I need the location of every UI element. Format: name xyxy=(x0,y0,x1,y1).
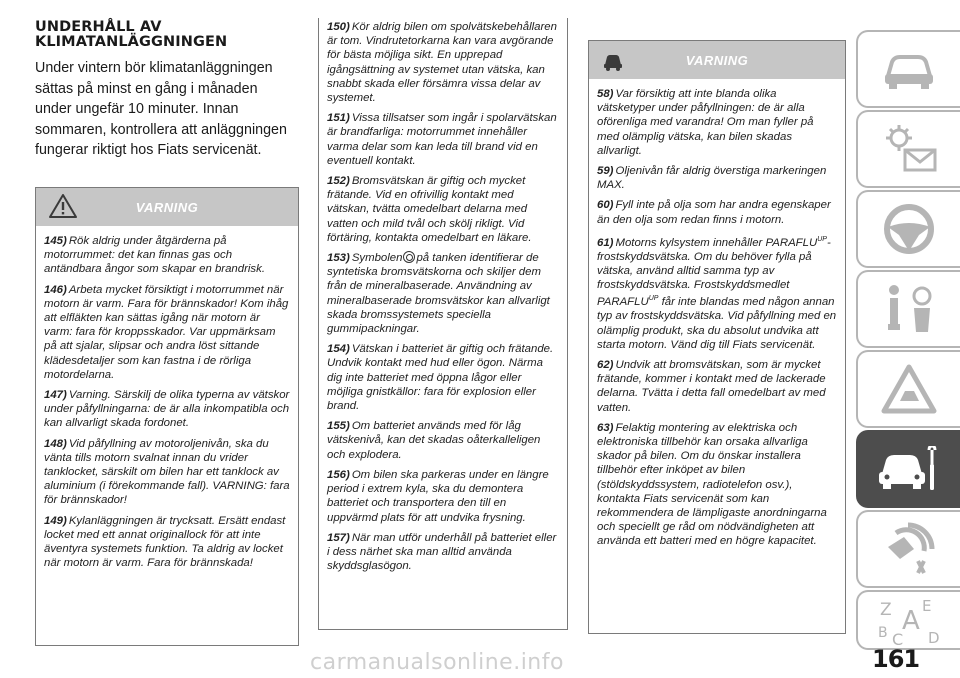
warning-text: Oljenivån får aldrig överstiga markeringen MAX. xyxy=(597,165,827,192)
warning-item xyxy=(597,358,837,415)
warning-number: 150) xyxy=(327,21,350,33)
warning-item xyxy=(44,514,290,571)
svg-text:Z: Z xyxy=(880,600,892,620)
warning-text: Arbeta mycket försiktigt i motorrummet när motorn är varm. Fara för brännskador! Kom ihåg att elfläkten kan sättas igång när motorn är varm: fara för kroppsskador. Var uppmärksam på att sjalar, slipsar och andra löst sittande klädesdetaljer som kan fastna i de rörliga motordelarna. xyxy=(44,283,289,381)
warning-text: Kylanläggningen är trycksatt. Ersätt endast locket med ett annat originallock för att inte äventyra systemets funktion. Ta aldrig av locket när motorn är varm. Fara för brännskada! xyxy=(44,514,286,570)
warning-lights-icon xyxy=(877,122,941,176)
warning-text: Vid påfyllning av motoroljenivån, ska du vänta tills motorn svalnat innan du vrider tanklocket, särskilt om bilen har ett tanklock av aluminium (i förekommande fall). VARNING: fara för brännskador! xyxy=(44,437,290,507)
warning-item xyxy=(44,388,290,431)
warning-number: 157) xyxy=(327,531,350,544)
warning-text: Varning. Särskilj de olika typerna av vätskor under påfyllningarna: de är alla inkompatibla och kan allvarligt skada fordonet. xyxy=(44,389,290,430)
emergency-triangle-icon xyxy=(878,361,940,417)
warning-number: 61) xyxy=(597,236,614,249)
warning-box-middle xyxy=(318,18,568,630)
warning-text: Symbolen xyxy=(351,252,403,265)
section-title xyxy=(35,20,297,50)
warning-item xyxy=(327,468,559,525)
warning-text: Bromsvätskan är giftig och mycket frätande. Vid en ofrivillig kontakt med vätskan, tvätta omedelbart delarna med vatten och mild tvål och skölj rikligt. Vid förtäring, kontakta omedelbart en läkare. xyxy=(327,175,532,244)
warning-text: Felaktig montering av elektriska och elektroniska tillbehör kan orsaka allvarliga skador på bilen. Om du önskar installera tillbehör efter inköpet av bilen (stöldskyddssystem, radiotelefon osv.), kontakta Fiats servicenät som kan rekommendera de lämpligaste anordningarna och speciellt ge råd om nödvändigheten att använda ett batteri med en högre kapacitet. xyxy=(597,421,827,548)
tab-car-maintenance[interactable] xyxy=(856,430,960,508)
svg-text:B: B xyxy=(878,625,888,641)
warning-item xyxy=(327,419,559,462)
tab-car-dashboard[interactable] xyxy=(856,30,960,108)
warning-box-right xyxy=(588,40,846,634)
warning-number: 156) xyxy=(327,468,350,481)
middle-column xyxy=(318,18,568,630)
svg-text:C: C xyxy=(892,630,904,647)
tab-technical-data[interactable] xyxy=(856,510,960,588)
watermark: carmanualsonline.info xyxy=(310,650,564,675)
superscript: UP xyxy=(648,295,659,303)
svg-text:E: E xyxy=(922,597,932,615)
alphabetical-index-icon xyxy=(874,593,944,647)
steering-wheel-icon xyxy=(879,201,939,257)
warning-item xyxy=(597,233,837,352)
warning-number: 59) xyxy=(597,165,614,178)
warning-number: 58) xyxy=(597,88,614,100)
seatbelt-airbag-icon xyxy=(878,280,940,338)
warning-item xyxy=(327,251,559,336)
intro-paragraph: Under vintern bör klimatanläggningen sättas på minst en gång i månaden under ungefär 10 minuter. Innan sommaren, kontrollera att anläggningen fungerar riktigt hos Fiats servicenät. xyxy=(35,60,287,159)
warning-number: 62) xyxy=(597,359,614,372)
warning-header-right xyxy=(589,41,845,79)
section-title-line2: KLIMATANLÄGGNINGEN xyxy=(35,34,228,50)
warning-number: 152) xyxy=(327,175,350,188)
warning-number: 148) xyxy=(44,437,67,450)
warning-text: Undvik att bromsvätskan, som är mycket frätande, kommer i kontakt med de lackerade delarna. Tvätta i detta fall omedelbart av med vatten. xyxy=(597,359,826,414)
car-dashboard-icon xyxy=(880,46,938,92)
warning-number: 151) xyxy=(327,112,350,125)
warning-item xyxy=(597,164,837,192)
warning-item xyxy=(327,20,559,105)
tab-alphabetical-index[interactable] xyxy=(856,590,960,650)
warning-text: Vissa tillsatser som ingår i spolarvätskan är brandfarliga: motorrummet innehåller varma delar som kan leda till brand vid en eventuell kontakt. xyxy=(327,112,557,167)
svg-text:A: A xyxy=(902,606,920,636)
warning-text: Om batteriet används med för låg vätskenivå, kan det skadas oåterkalleligen och explodera. xyxy=(327,420,541,461)
warning-label: VARNING xyxy=(135,200,199,215)
warning-label-right: VARNING xyxy=(685,53,749,68)
warning-header xyxy=(36,188,298,226)
warning-text: Rök aldrig under åtgärderna på motorrummet: det kan finnas gas och antändbara ångor som skapar en brandrisk. xyxy=(44,235,265,276)
warning-number: 145) xyxy=(44,235,67,247)
warning-number: 147) xyxy=(44,389,67,402)
warning-text: -frostskyddsvätska. Om du behöver fylla på vätska, använd alltid samma typ av frostskyddsvätska. Frostskyddsmedlet PARAFLU xyxy=(597,236,831,309)
warning-text: Motorns kylsystem innehåller PARAFLU xyxy=(615,236,818,249)
warning-item xyxy=(327,531,559,574)
page-number: 161 xyxy=(872,645,920,673)
warning-text: på tanken identifierar de syntetiska bromsvätskorna och skiljer dem från de mineralbaserade. Användning av mineralbaserade bromsvätskor kan allvarligt skada bromssystemets speciella gummipackningar. xyxy=(327,252,550,336)
tab-steering-wheel[interactable] xyxy=(856,190,960,268)
warning-item xyxy=(597,87,837,158)
left-column xyxy=(35,20,297,161)
car-maintenance-icon xyxy=(876,446,942,492)
warning-text: får inte blandas med någon annan typ av frostskyddsvätska. Vid påfyllning med en olämplig produkt, ska du absolut undvika att starta motorn. Vänd dig till Fiats servicenät. xyxy=(597,296,837,351)
warning-item xyxy=(327,111,559,168)
warning-text: När man utför underhåll på batteriet eller i dess närhet ska man alltid använda skyddsglasögon. xyxy=(327,531,557,573)
warning-text: Vätskan i batteriet är giftig och frätande. Undvik kontakt med hud eller ögon. Närma dig inte batteriet med öppna lågor eller möjliga gnistkällor: fara för explosion eller brand. xyxy=(327,343,554,413)
tab-seatbelt-airbag[interactable] xyxy=(856,270,960,348)
warning-list-right xyxy=(589,79,845,565)
warning-text: Fyll inte på olja som har andra egenskaper än den olja som redan finns i motorn. xyxy=(597,199,831,226)
warning-number: 146) xyxy=(44,283,67,296)
warning-text: Var försiktig att inte blanda olika vätsketyper under påfyllningen: de är alla oförenliga med varandra! Om man fyller på med olämplig vätska, kan bilen skadas allvarligt. xyxy=(597,88,814,157)
warning-number: 153) xyxy=(327,252,350,265)
tab-emergency[interactable] xyxy=(856,350,960,428)
chapter-sidebar xyxy=(856,30,960,647)
warning-item xyxy=(327,174,559,245)
warning-box-left xyxy=(35,187,299,646)
warning-item xyxy=(44,234,290,277)
technical-data-icon xyxy=(878,521,940,577)
warning-number: 149) xyxy=(44,514,67,527)
tab-warning-lights[interactable] xyxy=(856,110,960,188)
warning-number: 155) xyxy=(327,420,350,433)
section-title-line1: UNDERHÅLL AV xyxy=(35,19,162,35)
warning-text: Om bilen ska parkeras under en längre period i extrem kyla, ska du demontera batteriet och transportera den till en uppvärmd plats för att undvika frysning. xyxy=(327,468,549,524)
warning-item xyxy=(327,342,559,413)
warning-number: 60) xyxy=(597,199,614,212)
warning-item xyxy=(597,198,837,226)
warning-number: 154) xyxy=(327,343,350,356)
svg-text:D: D xyxy=(928,629,940,647)
warning-item xyxy=(44,437,290,508)
warning-list-middle xyxy=(319,18,567,589)
warning-item xyxy=(597,421,837,549)
warning-text: Kör aldrig bilen om spolvätskebehållaren är tom. Vindrutetorkarna kan vara avgörande för bästa möjliga sikt. En upprepad igångsättning av systemet utan vätska, kan snabbt skada eller försämra vissa delar av systemet. xyxy=(327,21,557,105)
superscript: UP xyxy=(817,235,827,243)
dot4-symbol-icon xyxy=(403,251,415,263)
warning-number: 63) xyxy=(597,421,614,434)
warning-list-left xyxy=(36,226,298,586)
warning-item xyxy=(44,283,290,382)
